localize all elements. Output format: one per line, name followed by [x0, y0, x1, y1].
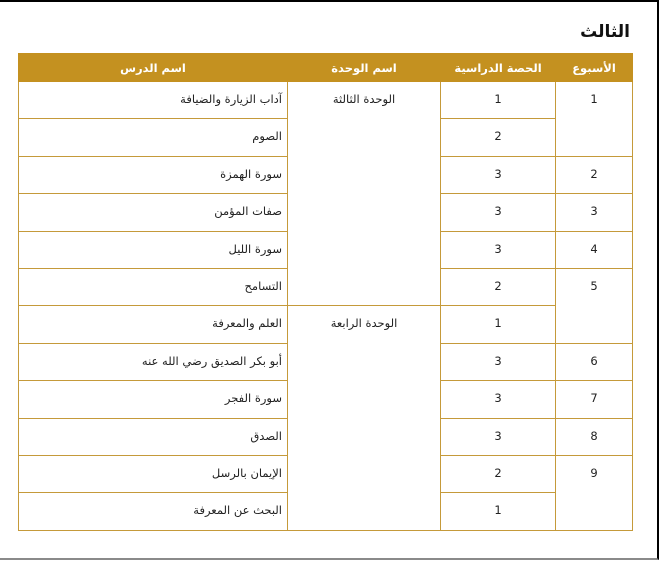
period-cell: 1 — [441, 306, 556, 343]
period-cell: 2 — [441, 119, 556, 156]
header-period: الحصة الدراسية — [441, 54, 556, 82]
lesson-cell: آداب الزيارة والضيافة — [19, 82, 288, 119]
table-row — [19, 82, 633, 119]
lesson-cell: الصدق — [19, 418, 288, 455]
header-week: الأسبوع — [556, 54, 633, 82]
period-cell: 3 — [441, 343, 556, 380]
table-row — [19, 306, 633, 343]
table-header-row — [19, 54, 633, 82]
lesson-cell: العلم والمعرفة — [19, 306, 288, 343]
lesson-cell: سورة الليل — [19, 231, 288, 268]
unit-cell: الوحدة الثالثة — [288, 82, 441, 306]
lesson-cell: أبو بكر الصديق رضي الله عنه — [19, 343, 288, 380]
lesson-cell: الإيمان بالرسل — [19, 455, 288, 492]
period-cell: 3 — [441, 194, 556, 231]
period-cell: 3 — [441, 418, 556, 455]
lesson-cell: سورة الفجر — [19, 381, 288, 418]
lesson-cell: التسامح — [19, 268, 288, 305]
week-cell: 3 — [556, 194, 633, 231]
period-cell: 3 — [441, 231, 556, 268]
period-cell: 1 — [441, 82, 556, 119]
week-cell: 1 — [556, 82, 633, 157]
period-cell: 2 — [441, 455, 556, 492]
curriculum-table — [18, 53, 633, 531]
week-cell: 9 — [556, 455, 633, 530]
week-cell: 8 — [556, 418, 633, 455]
period-cell: 1 — [441, 493, 556, 530]
week-cell: 4 — [556, 231, 633, 268]
lesson-cell: البحث عن المعرفة — [19, 493, 288, 530]
week-cell: 5 — [556, 268, 633, 343]
header-unit: اسم الوحدة — [288, 54, 441, 82]
header-lesson: اسم الدرس — [19, 54, 288, 82]
week-cell: 7 — [556, 381, 633, 418]
unit-cell: الوحدة الرابعة — [288, 306, 441, 530]
lesson-cell: سورة الهمزة — [19, 156, 288, 193]
period-cell: 3 — [441, 381, 556, 418]
period-cell: 2 — [441, 268, 556, 305]
lesson-cell: الصوم — [19, 119, 288, 156]
week-cell: 6 — [556, 343, 633, 380]
lesson-cell: صفات المؤمن — [19, 194, 288, 231]
week-cell: 2 — [556, 156, 633, 193]
page-heading: الثالث — [580, 22, 630, 42]
period-cell: 3 — [441, 156, 556, 193]
